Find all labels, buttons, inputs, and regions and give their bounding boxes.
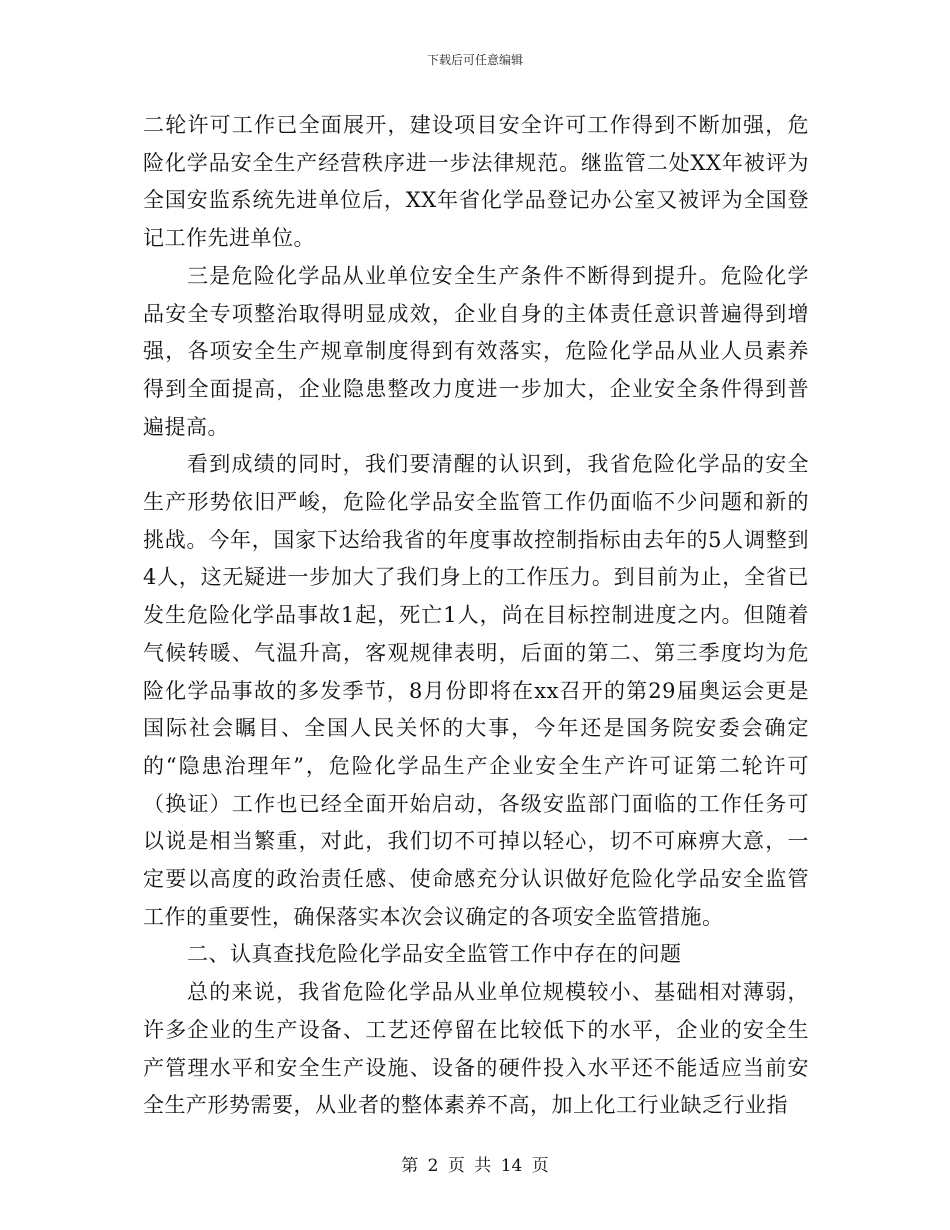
section-heading-two: 二、认真查找危险化学品安全监管工作中存在的问题 xyxy=(187,942,682,967)
page-number-footer: 第 2 页 共 14 页 xyxy=(401,1156,549,1176)
document-body xyxy=(143,107,809,1125)
paragraph-point-three: 三是危险化学品从业单位安全生产条件不断得到提升。危险化学品安全专项整治取得明显成效，企业自身的主体责任意识普遍得到增强，各项安全生产规章制度得到有效落实，危险化学品从业人员素养得到全面提高，企业隐患整改力度进一步加大，企业安全条件得到普遍提高。 xyxy=(143,263,809,439)
paragraph-challenges: 看到成绩的同时，我们要清醒的认识到，我省危险化学品的安全生产形势依旧严峻，危险化学品安全监管工作仍面临不少问题和新的挑战。今年，国家下达给我省的年度事故控制指标由去年的5人调整到4人，这无疑进一步加大了我们身上的工作压力。到目前为止，全省已发生危险化学品事故1起，死亡1人，尚在目标控制进度之内。但随着气候转暖、气温升高，客观规律表明，后面的第二、第三季度均为危险化学品事故的多发季节，8月份即将在xx召开的第29届奥运会更是国际社会瞩目、全国人民关怀的大事，今年还是国务院安委会确定的“隐患治理年”，危险化学品生产企业安全生产许可证第二轮许可（换证）工作也已经全面开始启动，各级安监部门面临的工作任务可以说是相当繁重，对此，我们切不可掉以轻心，切不可麻痹大意，一定要以高度的政治责任感、使命感充分认识做好危险化学品安全监管工作的重要性，确保落实本次会议确定的各项安全监管措施。 xyxy=(143,452,809,929)
paragraph-continuation: 二轮许可工作已全面展开，建设项目安全许可工作得到不断加强，危险化学品安全生产经营秩序进一步法律规范。继监管二处XX年被评为全国安监系统先进单位后，XX年省化学品登记办公室又被评为全国登记工作先进单位。 xyxy=(143,113,809,251)
paragraph-overview: 总的来说，我省危险化学品从业单位规模较小、基础相对薄弱，许多企业的生产设备、工艺还停留在比较低下的水平，企业的安全生产管理水平和安全生产设施、设备的硬件投入水平还不能适应当前安全生产形势需要，从业者的整体素养不高，加上化工行业缺乏行业指 xyxy=(143,980,809,1118)
page-header-note: 下载后可任意编辑 xyxy=(426,53,523,67)
